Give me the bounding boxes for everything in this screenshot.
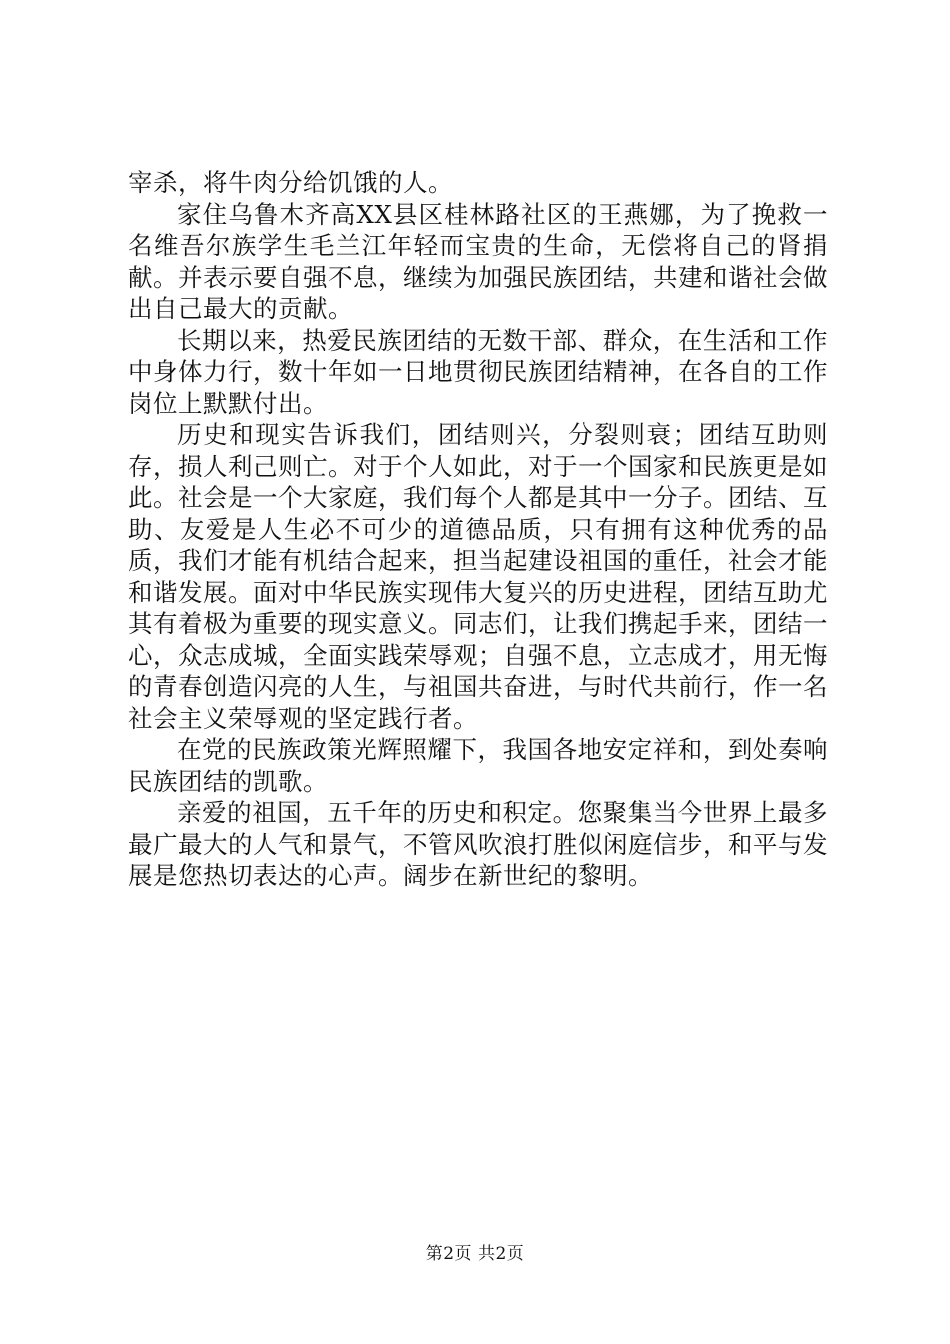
paragraph: 在党的民族政策光辉照耀下，我国各地安定祥和，到处奏响民族团结的凯歌。 <box>128 735 828 796</box>
paragraph: 长期以来，热爱民族团结的无数干部、群众，在生活和工作中身体力行，数十年如一日地贯彻民族团结精神，在各自的工作岗位上默默付出。 <box>128 325 828 418</box>
paragraph: 宰杀，将牛肉分给饥饿的人。 <box>128 168 453 197</box>
paragraph: 亲爱的祖国，五千年的历史和积定。您聚集当今世界上最多最广最大的人气和景气，不管风吹浪打胜似闲庭信步，和平与发展是您热切表达的心声。阔步在新世纪的黎明。 <box>128 798 828 890</box>
page-footer: 第2页 共2页 <box>425 1244 525 1264</box>
paragraph: 历史和现实告诉我们，团结则兴，分裂则衰；团结互助则存，损人利己则亡。对于个人如此，对于一个国家和民族更是如此。社会是一个大家庭，我们每个人都是其中一分子。团结、互助、友爱是人生必不可少的道德品质，只有拥有这种优秀的品质，我们才能有机结合起来，担当起建设祖国的重任，社会才能和谐发展。面对中华民族实现伟大复兴的历史进程，团结互助尤其有着极为重要的现实意义。同志们，让我们携起手来，团结一心，众志成城，全面实践荣辱观；自强不息，立志成才，用无悔的青春创造闪亮的人生，与祖国共奋进，与时代共前行，作一名社会主义荣辱观的坚定践行者。 <box>128 420 828 733</box>
document-body <box>128 167 828 892</box>
paragraph: 家住乌鲁木齐高XX县区桂林路社区的王燕娜，为了挽救一名维吾尔族学生毛兰江年轻而宝贵的生命，无偿将自己的肾捐献。并表示要自强不息，继续为加强民族团结，共建和谐社会做出自己最大的贡献。 <box>128 199 828 323</box>
